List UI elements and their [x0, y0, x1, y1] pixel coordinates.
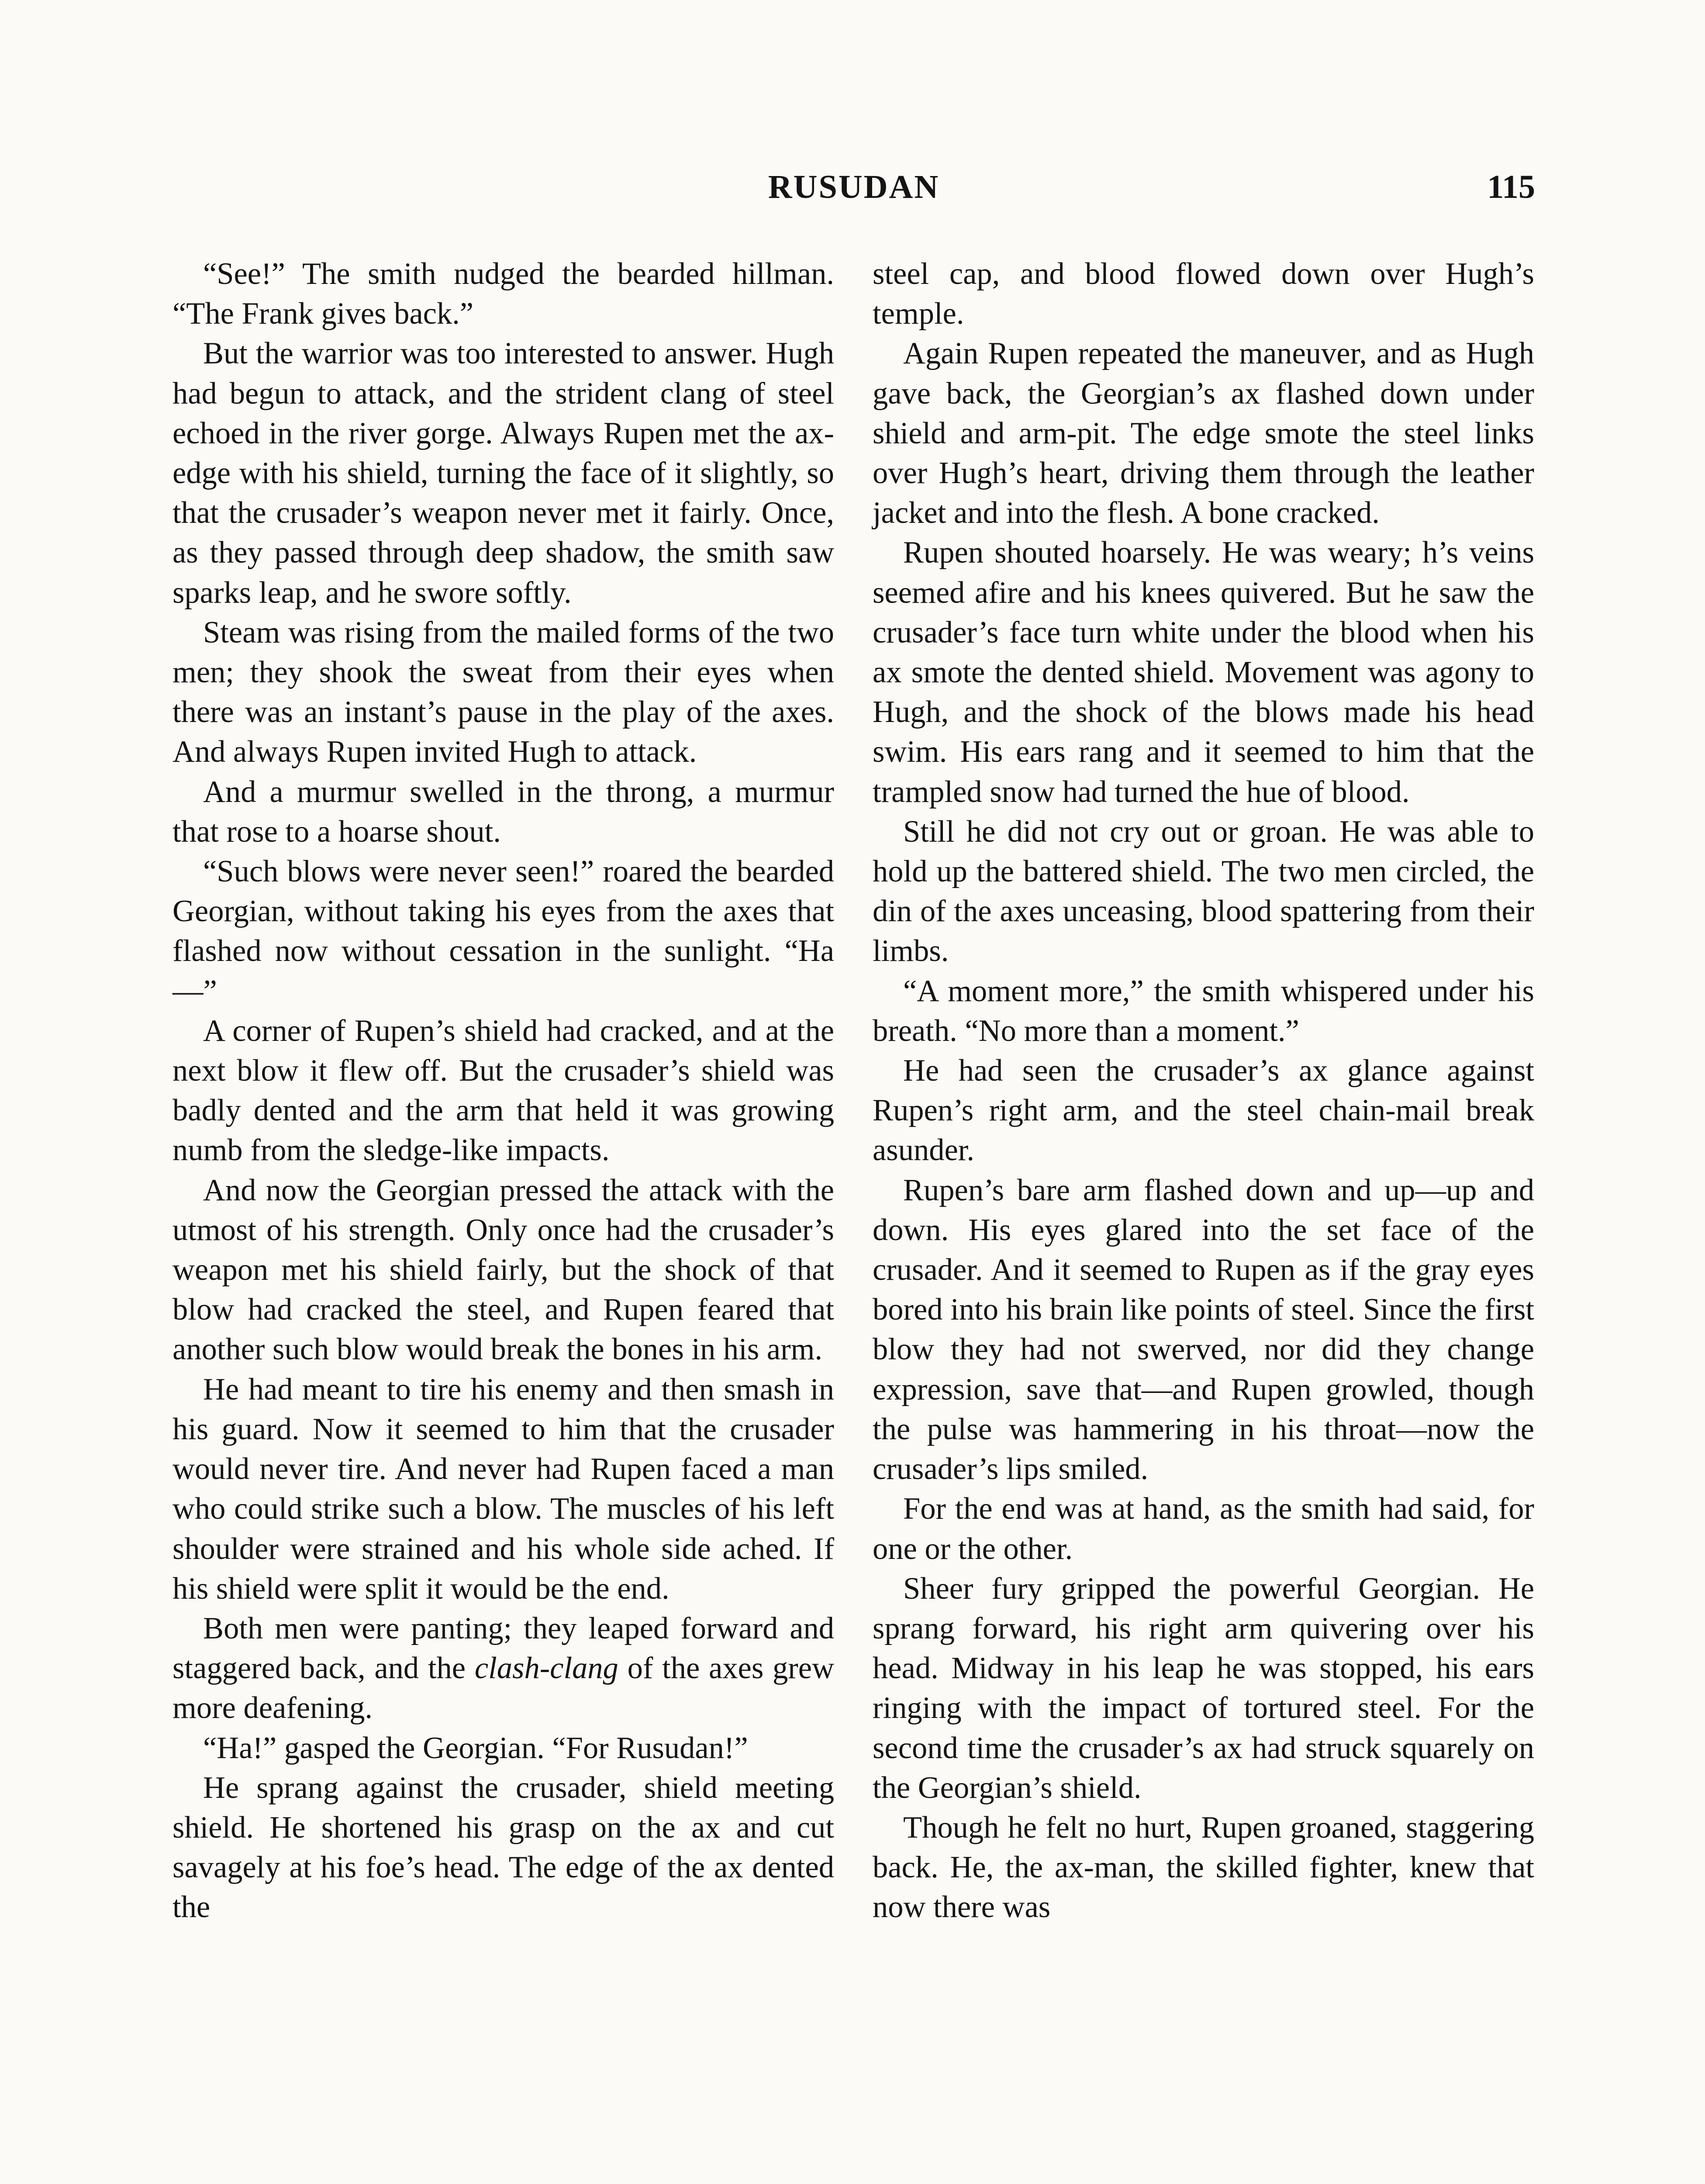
paragraph: Steam was rising from the mailed forms of the two men; they shook the sweat from their eyes when there was an instant’s pause in the play of the axes. And always Rupen invited Hugh to attack.: [173, 615, 834, 769]
page-title: RUSUDAN: [768, 169, 940, 205]
right-column: [873, 254, 1534, 1928]
paragraph: And a murmur swelled in the throng, a murmur that rose to a hoarse shout.: [173, 774, 834, 849]
paragraph: He had meant to tire his enemy and then smash in his guard. Now it seemed to him that the crusader would never tire. And never had Rupen faced a man who could strike such a blow. The muscles of his left shoulder were strained and his whole side ached. If his shield were split it would be the end.: [173, 1372, 834, 1606]
paragraph: “A moment more,” the smith whispered under his breath. “No more than a moment.”: [873, 974, 1534, 1048]
paragraph-continuation: steel cap, and blood flowed down over Hugh’s temple.: [873, 257, 1534, 331]
paragraph: He sprang against the crusader, shield meeting shield. He shortened his grasp on the ax and cut savagely at his foe’s head. The edge of the ax dented the: [173, 1770, 834, 1925]
paragraph: Though he felt no hurt, Rupen groaned, staggering back. He, the ax-man, the skilled fighter, knew that now there was: [873, 1810, 1534, 1925]
paragraph: [173, 1609, 834, 1728]
paragraph: “See!” The smith nudged the bearded hillman. “The Frank gives back.”: [173, 257, 834, 331]
paragraph-text: of the axes grew more deafening.: [173, 1651, 834, 1725]
paragraph: Rupen shouted hoarsely. He was weary; h’s veins seemed afire and his knees quivered. But he saw the crusader’s face turn white under the blood when his ax smote the dented shield. Movement was agony to Hugh, and the shock of the blows made his head swim. His ears rang and it seemed to him that the trampled snow had turned the hue of blood.: [873, 536, 1534, 809]
paragraph: For the end was at hand, as the smith had said, for one or the other.: [873, 1492, 1534, 1566]
left-column: [173, 254, 834, 1928]
paragraph: “Ha!” gasped the Georgian. “For Rusudan!”: [203, 1731, 748, 1765]
italic-text: clash-clang: [474, 1651, 618, 1686]
paragraph: He had seen the crusader’s ax glance against Rupen’s right arm, and the steel chain-mail break asunder.: [873, 1054, 1534, 1168]
running-head: [173, 168, 1535, 216]
page-number: 115: [1487, 169, 1535, 205]
paragraph: Rupen’s bare arm flashed down and up—up and down. His eyes glared into the set face of the crusader. And it seemed to Rupen as if the gray eyes bored into his brain like points of steel. Since the first blow they had not swerved, nor did they change expression, save that—and Rupen growled, though the pulse was hammering in his throat—now the crusader’s lips smiled.: [873, 1173, 1534, 1486]
paragraph-text: Both men were panting; they leaped forward and staggered back, and the: [173, 1611, 834, 1686]
paragraph: “Such blows were never seen!” roared the bearded Georgian, without taking his eyes from the axes that flashed now without cessation in the sunlight. “Ha—”: [173, 854, 834, 1008]
paragraph: Sheer fury gripped the powerful Georgian. He sprang forward, his right arm quivering over his head. Midway in his leap he was stopped, his ears ringing with the impact of tortured steel. For the second time the crusader’s ax had struck squarely on the Georgian’s shield.: [873, 1571, 1534, 1805]
paragraph: Still he did not cry out or groan. He was able to hold up the battered shield. The two men circled, the din of the axes unceasing, blood spattering from their limbs.: [873, 814, 1534, 968]
paragraph: A corner of Rupen’s shield had cracked, and at the next blow it flew off. But the crusader’s shield was badly dented and the arm that held it was growing numb from the sledge-like impacts.: [173, 1013, 834, 1168]
paragraph: But the warrior was too interested to answer. Hugh had begun to attack, and the strident clang of steel echoed in the river gorge. Always Rupen met the ax-edge with his shield, turning the face of it slightly, so that the crusader’s weapon never met it fairly. Once, as they passed through deep shadow, the smith saw sparks leap, and he swore softly.: [173, 336, 834, 610]
paragraph: And now the Georgian pressed the attack with the utmost of his strength. Only once had the crusader’s weapon met his shield fairly, but the shock of that blow had cracked the steel, and Rupen feared that another such blow would break the bones in his arm.: [173, 1173, 834, 1367]
paragraph: Again Rupen repeated the maneuver, and as Hugh gave back, the Georgian’s ax flashed down under shield and arm-pit. The edge smote the steel links over Hugh’s heart, driving them through the leather jacket and into the flesh. A bone cracked.: [873, 336, 1534, 530]
